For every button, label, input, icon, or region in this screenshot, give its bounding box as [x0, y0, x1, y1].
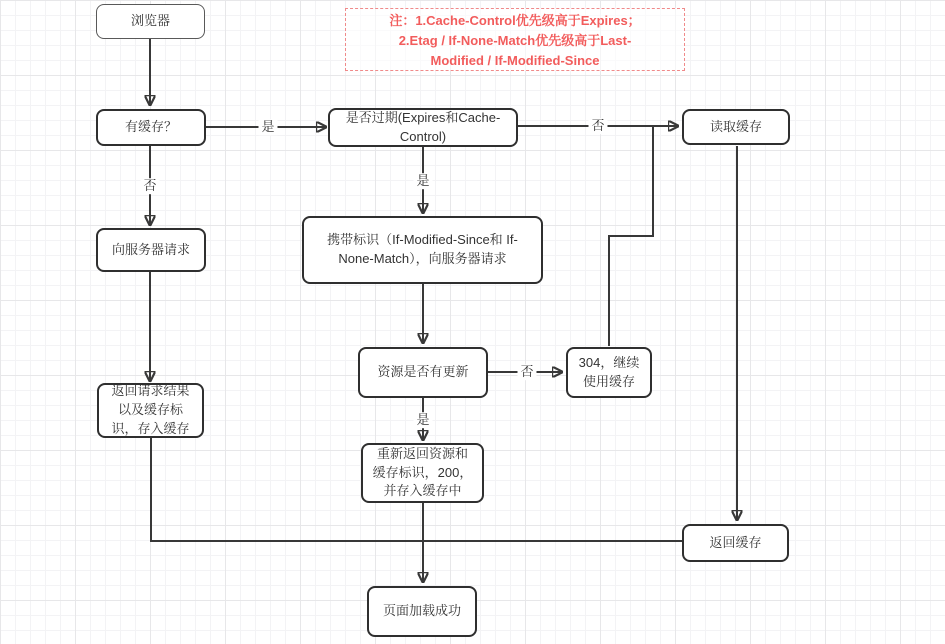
node-request-server[interactable]: 向服务器请求	[96, 228, 206, 272]
node-with-header[interactable]: 携带标识（If-Modified-Since和 If-None-Match），向服务器请求	[302, 216, 543, 284]
label-has-cache-no: 否	[140, 178, 159, 194]
note-box	[345, 8, 685, 71]
node-304[interactable]: 304，继续使用缓存	[566, 347, 652, 398]
label-updated-yes: 是	[413, 412, 432, 428]
label-expired-no: 否	[588, 118, 607, 134]
note-line-2: 2.Etag / If-None-Match优先级高于Last-	[398, 33, 632, 48]
node-resource-updated[interactable]: 资源是否有更新	[358, 347, 488, 398]
node-browser[interactable]: 浏览器	[96, 4, 205, 39]
note-line-1: 注：1.Cache-Control优先级高于Expires；	[389, 13, 641, 28]
node-expired[interactable]: 是否过期(Expires和Cache-Control)	[328, 108, 518, 147]
note-line-3: Modified / If-Modified-Since	[430, 53, 600, 68]
node-read-cache[interactable]: 读取缓存	[682, 109, 790, 145]
edge-304-to-read-cache	[609, 127, 653, 346]
node-page-loaded[interactable]: 页面加载成功	[367, 586, 477, 637]
label-expired-yes: 是	[413, 173, 432, 189]
node-has-cache[interactable]: 有缓存？	[96, 109, 206, 146]
label-updated-no: 否	[517, 364, 536, 380]
label-has-cache-yes: 是	[258, 119, 277, 135]
node-return-200[interactable]: 重新返回资源和缓存标识，200，并存入缓存中	[361, 443, 484, 503]
node-return-result[interactable]: 返回请求结果以及缓存标识，存入缓存	[97, 383, 204, 438]
node-return-cache[interactable]: 返回缓存	[682, 524, 789, 562]
